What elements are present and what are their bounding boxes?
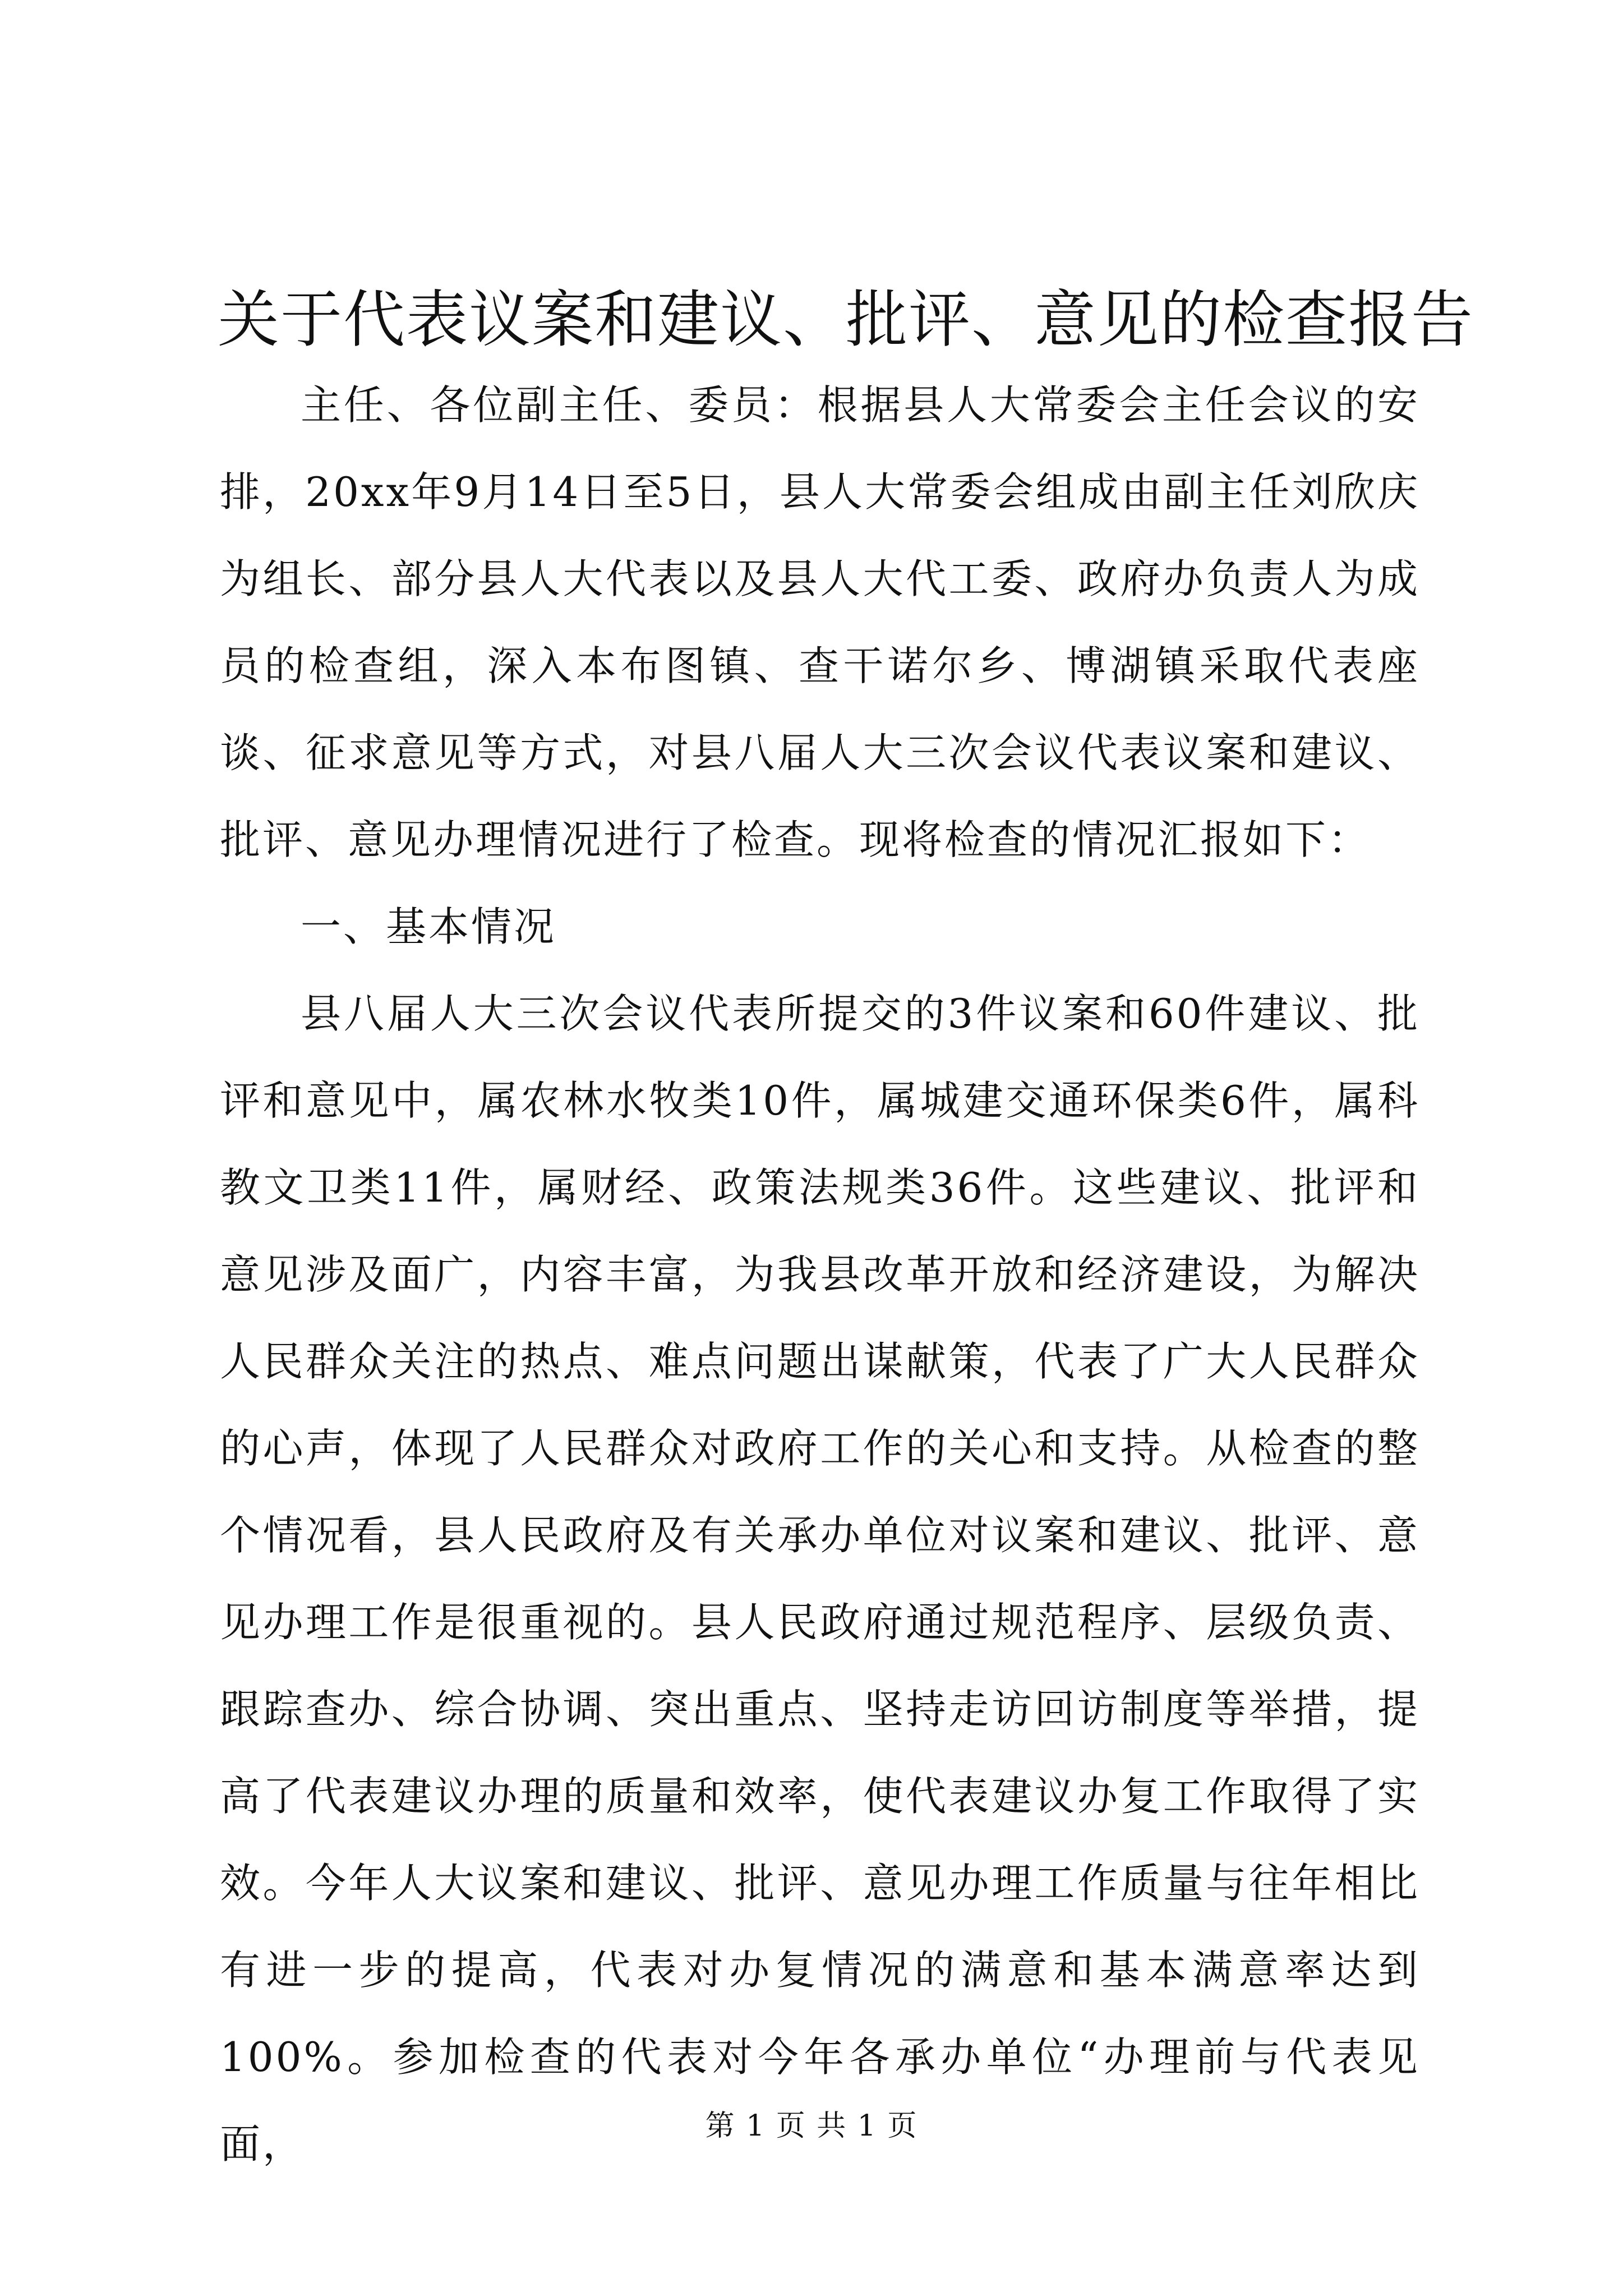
paragraph-basic-situation: 县八届人大三次会议代表所提交的3件议案和60件建议、批评和意见中，属农林水牧类10件，属城建交通环保类6件，属科教文卫类11件，属财经、政策法规类36件。这些建议、批评和意见涉及面广，内容丰富，为我县改革开放和经济建设，为解决人民群众关注的热点、难点问题出谋献策，代表了广大人民群众的心声，体现了人民群众对政府工作的关心和支持。从检查的整个情况看，县人民政府及有关承办单位对议案和建议、批评、意见办理工作是很重视的。县人民政府通过规范程序、层级负责、跟踪查办、综合协调、突出重点、坚持走访回访制度等举措，提高了代表建议办理的质量和效率，使代表建议办复工作取得了实效。今年人大议案和建议、批评、意见办理工作质量与往年相比有进一步的提高，代表对办复情况的满意和基本满意率达到100%。参加检查的代表对今年各承办单位“办理前与代表见面，	[220, 990, 1420, 2168]
paragraph-intro: 主任、各位副主任、委员：根据县人大常委会主任会议的安排，20xx年9月14日至5日，县人大常委会组成由副主任刘欣庆为组长、部分县人大代表以及县人大代工委、政府办负责人为成员的检查组，深入本布图镇、查干诺尔乡、博湖镇采取代表座谈、征求意见等方式，对县八届人大三次会议代表议案和建议、批评、意见办理情况进行了检查。现将检查的情况汇报如下：	[220, 381, 1420, 863]
page-number-footer: 第 1 页 共 1 页	[705, 2109, 918, 2143]
document-body	[220, 362, 1420, 2188]
section-heading-basic: 一、基本情况	[301, 903, 557, 950]
document-title: 关于代表议案和建议、批评、意见的检查报告	[218, 284, 1474, 356]
